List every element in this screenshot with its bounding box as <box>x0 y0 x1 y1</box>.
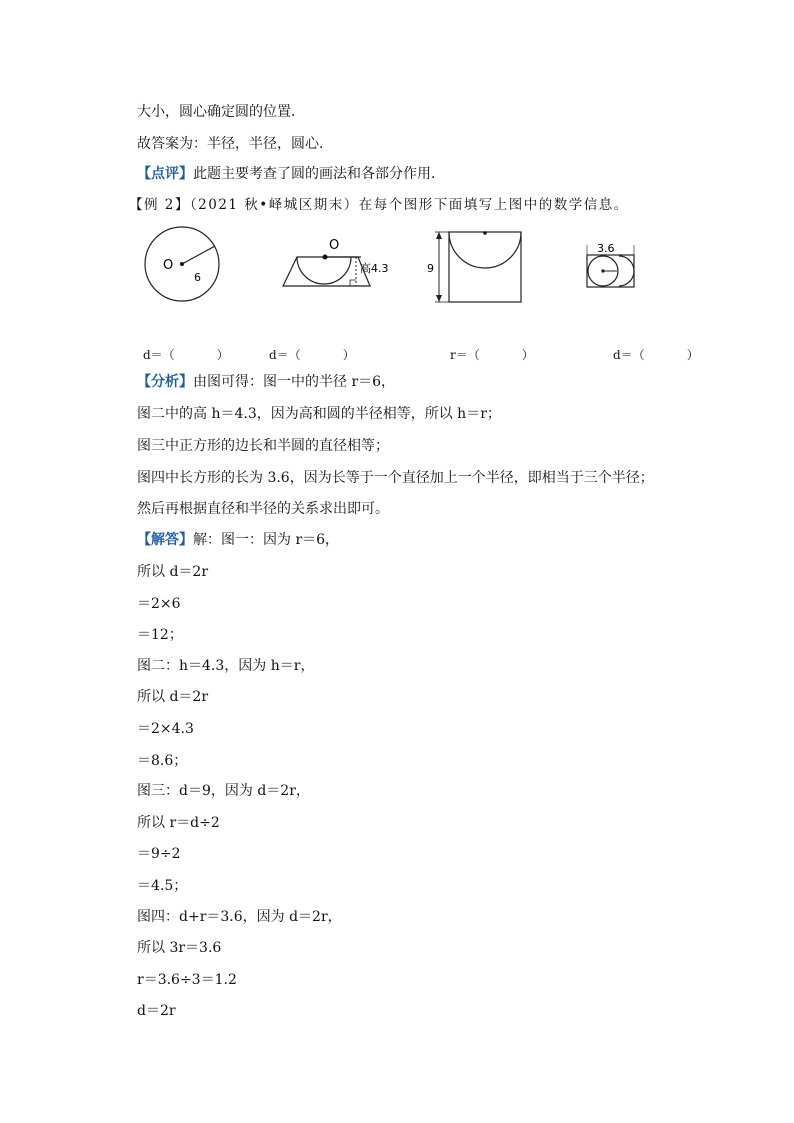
example-source: （2021 秋•峄城区期末） <box>189 197 359 213</box>
fig1-radius-label: 6 <box>194 271 201 284</box>
fig3-side-label: 9 <box>427 262 434 275</box>
solution-step-15: d＝2r <box>137 1003 176 1019</box>
analysis-line <box>137 373 395 391</box>
review-tag: 【点评】 <box>137 166 193 182</box>
answer-prefix: d＝（ <box>613 348 645 362</box>
example-figures <box>137 222 703 340</box>
analysis-line-4: 图四中长方形的长为 3.6，因为长等于一个直径加上一个半径，即相当于三个半径； <box>137 470 654 486</box>
text-line-1: 大小，圆心确定圆的位置． <box>137 104 305 120</box>
answer-blank-2 <box>269 348 355 362</box>
answer-blank-1 <box>143 348 229 362</box>
answer-suffix: ） <box>521 348 534 362</box>
answer-prefix: r＝（ <box>450 348 480 362</box>
answer-tag: 【解答】 <box>137 532 193 548</box>
example-text: 在每个图形下面填写上图中的数学信息。 <box>358 197 629 213</box>
answer-suffix: ） <box>216 348 229 362</box>
analysis-line-2: 图二中的高 h＝4.3，因为高和圆的半径相等，所以 h＝r； <box>137 406 501 422</box>
solution-step-13: 所以 3r＝3.6 <box>137 940 222 956</box>
fig2-center-label: O <box>329 238 340 253</box>
solution-step-9: 所以 r＝d÷2 <box>137 815 220 831</box>
answer-suffix: ） <box>342 348 355 362</box>
answer-blank-4 <box>613 348 699 362</box>
answer-prefix: d＝（ <box>269 348 301 362</box>
answer-prefix: d＝（ <box>143 348 175 362</box>
solution-step-1: 所以 d＝2r <box>137 564 209 580</box>
answer-text: 解：图一：因为 r＝6， <box>193 532 340 548</box>
fig2-height-label: 高4.3 <box>360 262 389 275</box>
answer-blank-3 <box>450 348 534 362</box>
figure-3-square <box>427 231 521 302</box>
analysis-line-5: 然后再根据直径和半径的关系求出即可。 <box>137 501 389 517</box>
figure-4-rectangle <box>587 242 634 287</box>
solution-step-5: 所以 d＝2r <box>137 689 209 705</box>
solution-step-7: ＝8.6； <box>137 753 188 769</box>
solution-step-3: ＝12； <box>137 627 183 643</box>
solution-step-10: ＝9÷2 <box>137 846 181 862</box>
solution-line <box>137 531 339 549</box>
analysis-line-3: 图三中正方形的边长和半圆的直径相等； <box>137 438 389 454</box>
fig4-length-label: 3.6 <box>597 242 615 255</box>
analysis-tag: 【分析】 <box>137 374 193 390</box>
solution-step-11: ＝4.5； <box>137 878 188 894</box>
solution-step-12: 图四：d+r＝3.6，因为 d＝2r， <box>137 909 342 925</box>
review-line <box>137 165 445 183</box>
figure-2-trapezoid <box>283 238 389 286</box>
solution-step-2: ＝2×6 <box>137 596 181 612</box>
solution-step-8: 图三：d＝9，因为 d＝2r， <box>137 783 310 799</box>
analysis-text: 由图可得：图一中的半径 r＝6， <box>193 374 396 390</box>
fig1-center-label: O <box>163 258 174 273</box>
solution-step-4: 图二：h＝4.3，因为 h＝r， <box>137 658 315 674</box>
solution-step-14: r＝3.6÷3＝1.2 <box>137 972 237 988</box>
answer-suffix: ） <box>686 348 699 362</box>
answer-summary-line: 故答案为：半径，半径，圆心． <box>137 136 333 152</box>
figure-1-circle <box>145 227 219 301</box>
review-text: 此题主要考查了圆的画法和各部分作用． <box>193 166 445 182</box>
example-tag: 【例 2】 <box>129 197 190 213</box>
solution-step-6: ＝2×4.3 <box>137 721 194 737</box>
example-header <box>129 196 629 214</box>
